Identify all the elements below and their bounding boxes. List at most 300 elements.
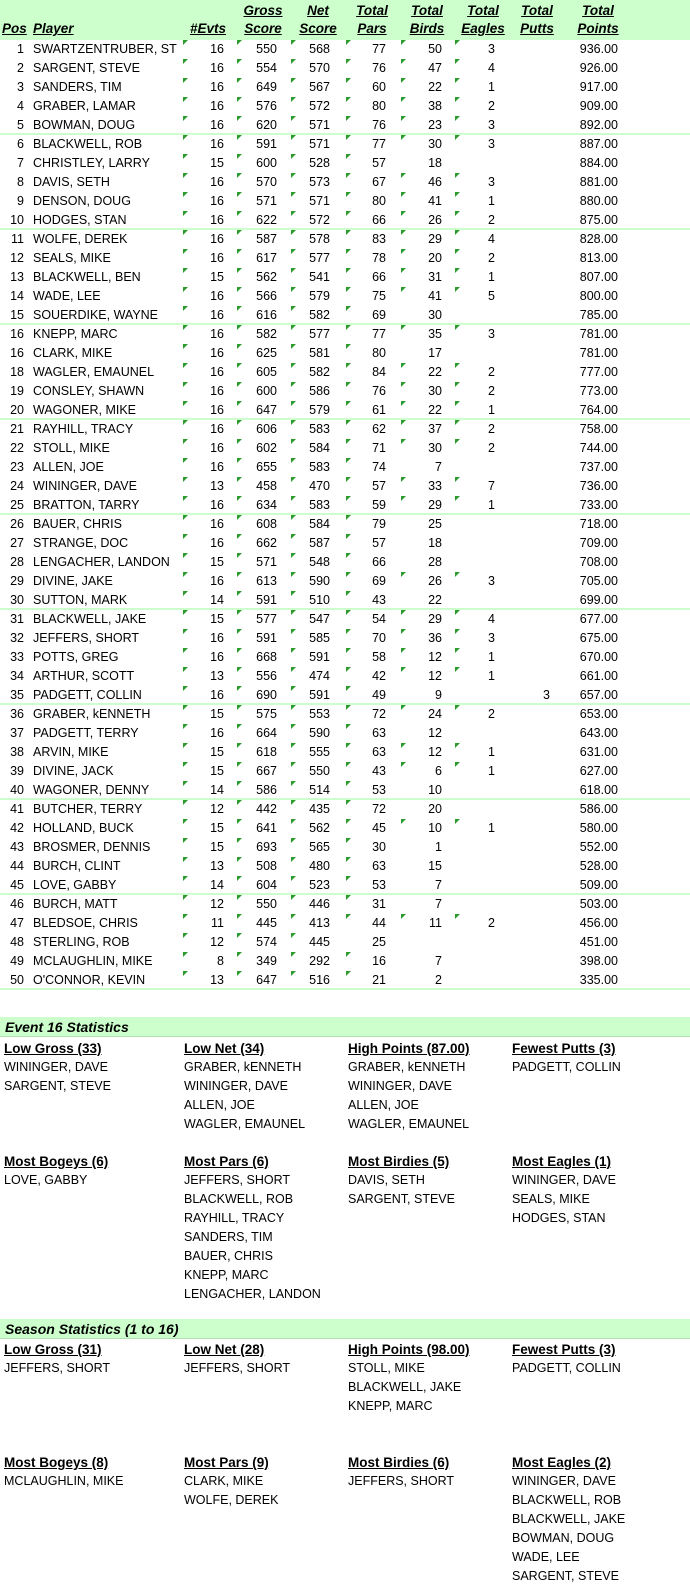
cell-marker-icon [237, 325, 242, 330]
cell-pos: 11 [11, 232, 24, 246]
cell-evts: 11 [211, 916, 224, 930]
cell-pos: 45 [10, 878, 24, 892]
cell-marker-icon [455, 230, 460, 235]
cell-marker-icon [237, 743, 242, 748]
cell-marker-icon [237, 705, 242, 710]
cell-pos: 34 [10, 669, 24, 683]
cell-marker-icon [183, 933, 188, 938]
cell-name: SANDERS, TIM [33, 80, 122, 94]
cell-marker-icon [237, 895, 242, 900]
cell-evts: 12 [210, 897, 224, 911]
table-row [0, 249, 690, 268]
cell-birds: 29 [428, 232, 442, 246]
cell-points: 733.00 [579, 498, 618, 512]
cell-marker-icon [183, 762, 188, 767]
stat-block [184, 1152, 321, 1304]
cell-marker-icon [401, 572, 406, 577]
cell-marker-icon [346, 382, 351, 387]
cell-marker-icon [346, 838, 351, 843]
cell-net: 528 [309, 156, 330, 170]
table-row [0, 458, 690, 477]
cell-marker-icon [346, 591, 351, 596]
stat-title: Low Gross (33) [4, 1041, 102, 1056]
table-row [0, 268, 690, 287]
stat-name: WAGLER, EMAUNEL [184, 1117, 306, 1131]
cell-marker-icon [401, 230, 406, 235]
cell-birds: 30 [428, 137, 442, 151]
cell-birds: 2 [435, 973, 442, 987]
cell-name: CHRISTLEY, LARRY [33, 156, 150, 170]
cell-gross: 647 [256, 973, 277, 987]
stat-name: BLACKWELL, JAKE [512, 1512, 626, 1526]
table-row [0, 534, 690, 553]
cell-eagles: 2 [488, 707, 495, 721]
cell-evts: 16 [210, 650, 224, 664]
cell-pos: 49 [10, 954, 24, 968]
cell-pars: 59 [372, 498, 386, 512]
cell-marker-icon [291, 515, 296, 520]
cell-net: 583 [309, 498, 330, 512]
stat-name: WININGER, DAVE [348, 1079, 452, 1093]
cell-name: DENSON, DOUG [33, 194, 131, 208]
cell-birds: 7 [435, 897, 442, 911]
cell-birds: 33 [428, 479, 442, 493]
cell-points: 892.00 [579, 118, 618, 132]
cell-pos: 18 [10, 365, 24, 379]
table-row [0, 686, 690, 705]
cell-pos: 36 [10, 707, 24, 721]
cell-points: 586.00 [579, 802, 618, 816]
cell-marker-icon [183, 572, 188, 577]
cell-points: 909.00 [579, 99, 618, 113]
cell-gross: 617 [256, 251, 277, 265]
cell-eagles: 3 [488, 118, 495, 132]
cell-gross: 667 [256, 764, 277, 778]
cell-pos: 5 [17, 118, 24, 132]
cell-marker-icon [291, 477, 296, 482]
cell-name: BURCH, CLINT [33, 859, 121, 873]
cell-eagles: 2 [488, 213, 495, 227]
event-stats-title: Event 16 Statistics [0, 1017, 690, 1037]
cell-marker-icon [346, 173, 351, 178]
cell-marker-icon [237, 97, 242, 102]
cell-gross: 602 [256, 441, 277, 455]
cell-pars: 57 [372, 479, 386, 493]
cell-marker-icon [291, 895, 296, 900]
cell-evts: 15 [210, 156, 224, 170]
cell-marker-icon [237, 534, 242, 539]
stat-name: CLARK, MIKE [184, 1474, 264, 1488]
cell-points: 737.00 [579, 460, 618, 474]
cell-marker-icon [183, 249, 188, 254]
stat-name: GRABER, kENNETH [184, 1060, 302, 1074]
stat-name: STOLL, MIKE [348, 1361, 425, 1375]
cell-marker-icon [183, 173, 188, 178]
cell-marker-icon [183, 515, 188, 520]
cell-pos: 26 [10, 517, 24, 531]
cell-pars: 53 [372, 783, 386, 797]
cell-marker-icon [237, 724, 242, 729]
cell-gross: 556 [256, 669, 277, 683]
cell-points: 800.00 [579, 289, 618, 303]
cell-points: 677.00 [579, 612, 618, 626]
cell-marker-icon [401, 97, 406, 102]
stat-block [4, 1152, 108, 1190]
cell-points: 631.00 [579, 745, 618, 759]
cell-name: GRABER, kENNETH [33, 707, 151, 721]
cell-net: 582 [309, 365, 330, 379]
cell-marker-icon [291, 933, 296, 938]
cell-gross: 570 [256, 175, 277, 189]
cell-marker-icon [237, 496, 242, 501]
stat-title: Most Eagles (2) [512, 1455, 612, 1470]
cell-birds: 36 [428, 631, 442, 645]
cell-marker-icon [455, 249, 460, 254]
season-stats-title: Season Statistics (1 to 16) [0, 1319, 690, 1339]
table-row [0, 610, 690, 629]
cell-pars: 49 [372, 688, 386, 702]
cell-birds: 12 [428, 745, 442, 759]
cell-marker-icon [237, 762, 242, 767]
cell-marker-icon [401, 477, 406, 482]
cell-gross: 634 [256, 498, 277, 512]
cell-marker-icon [183, 458, 188, 463]
cell-net: 523 [309, 878, 330, 892]
cell-marker-icon [346, 743, 351, 748]
cell-pos: 40 [10, 783, 24, 797]
stat-block [348, 1039, 470, 1134]
cell-net: 565 [309, 840, 330, 854]
stat-name: PADGETT, COLLIN [512, 1361, 621, 1375]
cell-birds: 28 [428, 555, 442, 569]
cell-name: O'CONNOR, KEVIN [33, 973, 146, 987]
cell-evts: 16 [210, 384, 224, 398]
stat-name: WININGER, DAVE [512, 1474, 616, 1488]
cell-pars: 84 [372, 365, 386, 379]
cell-pars: 63 [372, 859, 386, 873]
cell-marker-icon [346, 648, 351, 653]
cell-birds: 31 [428, 270, 442, 284]
cell-evts: 15 [210, 821, 224, 835]
cell-marker-icon [455, 496, 460, 501]
stat-name: BOWMAN, DOUG [512, 1531, 615, 1545]
cell-marker-icon [455, 211, 460, 216]
stat-block [348, 1152, 455, 1209]
cell-name: BLACKWELL, ROB [33, 137, 143, 151]
cell-pos: 33 [10, 650, 24, 664]
cell-name: BUTCHER, TERRY [33, 802, 143, 816]
cell-pos: 14 [10, 289, 24, 303]
cell-points: 813.00 [579, 251, 618, 265]
cell-points: 643.00 [579, 726, 618, 740]
cell-points: 627.00 [579, 764, 618, 778]
cell-points: 618.00 [579, 783, 618, 797]
cell-eagles: 1 [488, 764, 495, 778]
cell-marker-icon [455, 192, 460, 197]
cell-net: 579 [309, 403, 330, 417]
cell-birds: 35 [428, 327, 442, 341]
cell-eagles: 1 [488, 745, 495, 759]
cell-marker-icon [291, 724, 296, 729]
stat-name: JEFFERS, SHORT [184, 1173, 291, 1187]
cell-eagles: 4 [488, 232, 495, 246]
cell-marker-icon [346, 629, 351, 634]
cell-marker-icon [183, 971, 188, 976]
cell-name: WININGER, DAVE [33, 479, 137, 493]
cell-marker-icon [291, 952, 296, 957]
stat-block [184, 1340, 290, 1378]
cell-marker-icon [401, 762, 406, 767]
header-evts: #Evts [189, 21, 227, 36]
cell-marker-icon [291, 59, 296, 64]
cell-points: 744.00 [579, 441, 618, 455]
cell-eagles: 4 [488, 61, 495, 75]
cell-marker-icon [455, 135, 460, 140]
cell-marker-icon [237, 135, 242, 140]
cell-pars: 66 [372, 213, 386, 227]
cell-pos: 21 [10, 422, 24, 436]
cell-marker-icon [346, 496, 351, 501]
cell-points: 709.00 [579, 536, 618, 550]
cell-marker-icon [346, 819, 351, 824]
table-row [0, 952, 690, 971]
cell-marker-icon [291, 325, 296, 330]
cell-pos: 15 [10, 308, 24, 322]
cell-marker-icon [183, 914, 188, 919]
cell-marker-icon [183, 610, 188, 615]
cell-name: HODGES, STAN [33, 213, 127, 227]
cell-gross: 618 [256, 745, 277, 759]
cell-eagles: 7 [488, 479, 495, 493]
stat-name: WADE, LEE [512, 1550, 580, 1564]
cell-net: 577 [309, 327, 330, 341]
cell-pars: 77 [372, 137, 386, 151]
cell-evts: 16 [210, 631, 224, 645]
stat-block [512, 1152, 616, 1228]
cell-marker-icon [291, 743, 296, 748]
cell-net: 590 [309, 726, 330, 740]
cell-net: 586 [309, 384, 330, 398]
cell-marker-icon [291, 306, 296, 311]
cell-name: STRANGE, DOC [33, 536, 129, 550]
stat-name: BLACKWELL, ROB [512, 1493, 622, 1507]
cell-points: 699.00 [579, 593, 618, 607]
cell-marker-icon [291, 705, 296, 710]
cell-marker-icon [291, 914, 296, 919]
cell-pos: 4 [17, 99, 24, 113]
cell-points: 764.00 [579, 403, 618, 417]
table-row [0, 648, 690, 667]
cell-gross: 550 [256, 897, 277, 911]
cell-net: 510 [309, 593, 330, 607]
table-row [0, 800, 690, 819]
header-player: Player [33, 21, 74, 36]
cell-gross: 574 [256, 935, 277, 949]
cell-marker-icon [455, 914, 460, 919]
header-net: Net Score [299, 3, 337, 36]
cell-points: 335.00 [579, 973, 618, 987]
cell-points: 884.00 [579, 156, 618, 170]
cell-name: BLEDSOE, CHRIS [33, 916, 138, 930]
cell-net: 562 [309, 821, 330, 835]
cell-points: 657.00 [579, 688, 618, 702]
cell-marker-icon [346, 420, 351, 425]
cell-net: 583 [309, 460, 330, 474]
cell-marker-icon [346, 876, 351, 881]
cell-evts: 16 [210, 213, 224, 227]
stat-block [4, 1453, 123, 1491]
stat-name: PADGETT, COLLIN [512, 1060, 621, 1074]
cell-pars: 60 [372, 80, 386, 94]
cell-marker-icon [291, 819, 296, 824]
cell-birds: 25 [428, 517, 442, 531]
table-row [0, 591, 690, 610]
cell-pars: 66 [372, 270, 386, 284]
cell-points: 880.00 [579, 194, 618, 208]
cell-points: 777.00 [579, 365, 618, 379]
stat-name: BLACKWELL, JAKE [348, 1380, 462, 1394]
cell-name: LOVE, GABBY [33, 878, 117, 892]
cell-marker-icon [346, 230, 351, 235]
cell-pos: 25 [10, 498, 24, 512]
cell-gross: 445 [256, 916, 277, 930]
cell-birds: 10 [428, 783, 442, 797]
cell-marker-icon [291, 230, 296, 235]
cell-name: STERLING, ROB [33, 935, 130, 949]
cell-gross: 606 [256, 422, 277, 436]
cell-gross: 664 [256, 726, 277, 740]
cell-birds: 17 [428, 346, 442, 360]
cell-marker-icon [401, 382, 406, 387]
table-row [0, 781, 690, 800]
cell-marker-icon [291, 800, 296, 805]
cell-marker-icon [237, 572, 242, 577]
table-row [0, 819, 690, 838]
cell-marker-icon [183, 154, 188, 159]
cell-pos: 16 [10, 346, 24, 360]
cell-marker-icon [455, 477, 460, 482]
stat-block [348, 1340, 470, 1416]
cell-gross: 582 [256, 327, 277, 341]
stat-title: Most Bogeys (8) [4, 1455, 109, 1470]
cell-gross: 442 [256, 802, 277, 816]
stat-title: Low Gross (31) [4, 1342, 102, 1357]
cell-name: BLACKWELL, JAKE [33, 612, 147, 626]
cell-gross: 591 [256, 631, 277, 645]
cell-name: BROSMER, DENNIS [33, 840, 151, 854]
cell-name: POTTS, GREG [33, 650, 119, 664]
cell-name: PADGETT, COLLIN [33, 688, 142, 702]
cell-net: 587 [309, 536, 330, 550]
cell-birds: 26 [428, 213, 442, 227]
cell-name: BLACKWELL, BEN [33, 270, 141, 284]
cell-net: 480 [309, 859, 330, 873]
cell-pars: 80 [372, 346, 386, 360]
cell-gross: 577 [256, 612, 277, 626]
cell-evts: 16 [210, 517, 224, 531]
cell-net: 555 [309, 745, 330, 759]
cell-birds: 15 [428, 859, 442, 873]
cell-pos: 27 [10, 536, 24, 550]
cell-marker-icon [183, 97, 188, 102]
cell-birds: 41 [428, 289, 442, 303]
cell-name: SWARTZENTRUBER, ST [33, 42, 177, 56]
cell-net: 571 [309, 118, 330, 132]
cell-pars: 78 [372, 251, 386, 265]
cell-birds: 6 [435, 764, 442, 778]
cell-birds: 22 [428, 80, 442, 94]
table-row [0, 933, 690, 952]
cell-marker-icon [291, 629, 296, 634]
table-row [0, 78, 690, 97]
cell-birds: 7 [435, 878, 442, 892]
cell-marker-icon [401, 268, 406, 273]
cell-net: 553 [309, 707, 330, 721]
cell-marker-icon [401, 629, 406, 634]
cell-evts: 16 [210, 536, 224, 550]
cell-marker-icon [346, 268, 351, 273]
cell-points: 936.00 [579, 42, 618, 56]
header-putts: Total Putts [520, 3, 554, 36]
table-row [0, 401, 690, 420]
cell-putts: 3 [543, 688, 550, 702]
cell-marker-icon [291, 534, 296, 539]
cell-net: 582 [309, 308, 330, 322]
cell-name: STOLL, MIKE [33, 441, 110, 455]
cell-eagles: 1 [488, 650, 495, 664]
cell-pars: 71 [372, 441, 386, 455]
cell-birds: 10 [428, 821, 442, 835]
cell-net: 548 [309, 555, 330, 569]
cell-marker-icon [237, 268, 242, 273]
cell-marker-icon [291, 686, 296, 691]
header-pars: Total Pars [356, 3, 388, 36]
cell-pos: 32 [10, 631, 24, 645]
cell-pos: 10 [10, 213, 24, 227]
cell-marker-icon [455, 382, 460, 387]
table-row [0, 382, 690, 401]
cell-name: BAUER, CHRIS [33, 517, 122, 531]
cell-pars: 61 [372, 403, 386, 417]
cell-pars: 69 [372, 308, 386, 322]
cell-gross: 349 [256, 954, 277, 968]
stat-name: JEFFERS, SHORT [4, 1361, 111, 1375]
cell-evts: 16 [210, 441, 224, 455]
cell-net: 583 [309, 422, 330, 436]
table-row [0, 553, 690, 572]
stat-title: Fewest Putts (3) [512, 1342, 616, 1357]
cell-eagles: 3 [488, 175, 495, 189]
cell-points: 828.00 [579, 232, 618, 246]
cell-gross: 625 [256, 346, 277, 360]
cell-points: 736.00 [579, 479, 618, 493]
cell-pos: 22 [10, 441, 24, 455]
cell-birds: 11 [429, 916, 442, 930]
cell-gross: 576 [256, 99, 277, 113]
table-row [0, 116, 690, 135]
stat-name: SARGENT, STEVE [348, 1192, 455, 1206]
cell-marker-icon [346, 458, 351, 463]
cell-evts: 16 [210, 42, 224, 56]
cell-marker-icon [346, 306, 351, 311]
stat-name: SARGENT, STEVE [512, 1569, 619, 1583]
table-row [0, 439, 690, 458]
table-row [0, 724, 690, 743]
cell-net: 577 [309, 251, 330, 265]
cell-marker-icon [183, 857, 188, 862]
cell-birds: 30 [428, 308, 442, 322]
table-row [0, 363, 690, 382]
